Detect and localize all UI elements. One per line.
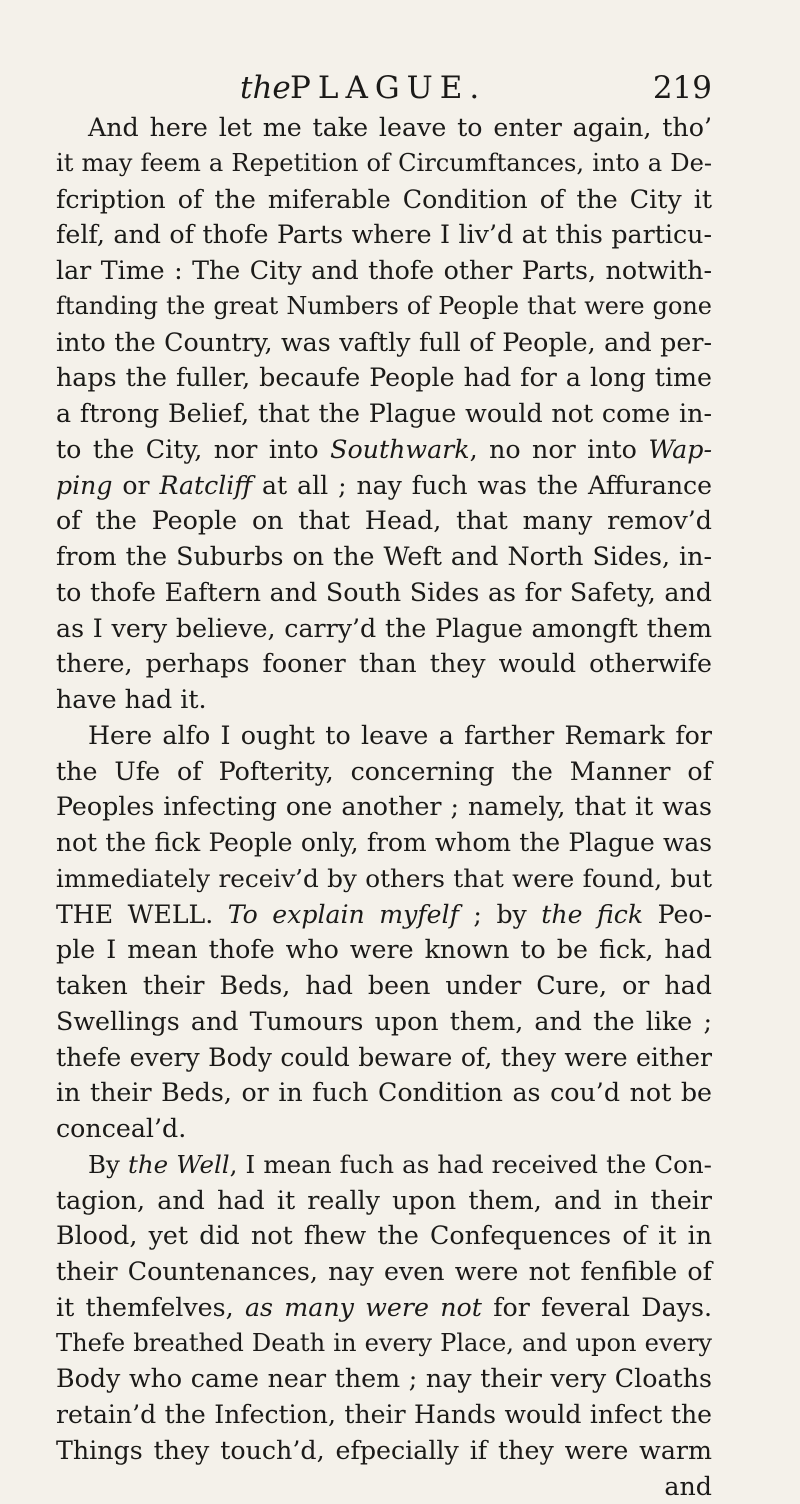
running-head-italic: the [240, 66, 291, 110]
text-line: it may feem a Repetition of Circumftances, into a De- [56, 146, 712, 182]
text-line: have had it. [56, 682, 712, 718]
text-line: Body who came near them ; nay their very Cloaths [56, 1361, 712, 1397]
text-line: immediately receiv’d by others that were found, but [56, 861, 712, 897]
text-line: Blood, yet did not fhew the Confequences of it in [56, 1218, 712, 1254]
text-line: Thefe breathed Death in every Place, and upon every [56, 1326, 712, 1362]
text-line: lar Time : The City and thofe other Parts, notwith- [56, 253, 712, 289]
text-line: into the Country, was vaftly full of People, and per- [56, 325, 712, 361]
text-line: fcription of the miferable Condition of the City it [56, 182, 712, 218]
text-line: from the Suburbs on the Weft and North Sides, in- [56, 539, 712, 575]
text-line: ping or Ratcliff at all ; nay fuch was the Affurance [56, 468, 712, 504]
text-line: not the fick People only, from whom the Plague was [56, 825, 712, 861]
text-line: felf, and of thofe Parts where I liv’d at this particu- [56, 217, 712, 253]
running-head-title: PLAGUE. [290, 66, 486, 110]
text-line: the Ufe of Pofterity, concerning the Manner of [56, 754, 712, 790]
text-line: to thofe Eaftern and South Sides as for Safety, and [56, 575, 712, 611]
text-line: conceal’d. [56, 1111, 712, 1147]
text-line: And here let me take leave to enter again, tho’ [56, 110, 712, 146]
text-line: there, perhaps fooner than they would otherwife [56, 646, 712, 682]
text-line: Peoples infecting one another ; namely, that it was [56, 789, 712, 825]
body-text [56, 110, 712, 1504]
text-line: a ftrong Belief, that the Plague would not come in- [56, 396, 712, 432]
text-line: it themfelves, as many were not for feveral Days. [56, 1290, 712, 1326]
text-line: as I very believe, carry’d the Plague amongft them [56, 611, 712, 647]
text-line: Things they touch’d, efpecially if they were warm [56, 1433, 712, 1469]
text-line: ftanding the great Numbers of People that were gone [56, 289, 712, 325]
text-line: Swellings and Tumours upon them, and the like ; [56, 1004, 712, 1040]
text-line: THE WELL. To explain myfelf ; by the fick Peo- [56, 897, 712, 933]
catchword: and [56, 1469, 712, 1504]
text-line: retain’d the Infection, their Hands would infect the [56, 1397, 712, 1433]
page-number: 219 [653, 66, 712, 110]
text-line: to the City, nor into Southwark, no nor into Wap- [56, 432, 712, 468]
text-line: thefe every Body could beware of, they were either [56, 1040, 712, 1076]
text-line: By the Well, I mean fuch as had received the Con- [56, 1147, 712, 1183]
running-head [56, 66, 712, 110]
text-line: their Countenances, nay even were not fenfible of [56, 1254, 712, 1290]
text-line: haps the fuller, becaufe People had for a long time [56, 360, 712, 396]
text-line: in their Beds, or in fuch Condition as cou’d not be [56, 1075, 712, 1111]
text-line: tagion, and had it really upon them, and in their [56, 1183, 712, 1219]
text-line: taken their Beds, had been under Cure, or had [56, 968, 712, 1004]
text-line: ple I mean thofe who were known to be fick, had [56, 932, 712, 968]
text-line: of the People on that Head, that many remov’d [56, 503, 712, 539]
text-line: Here alfo I ought to leave a farther Remark for [56, 718, 712, 754]
